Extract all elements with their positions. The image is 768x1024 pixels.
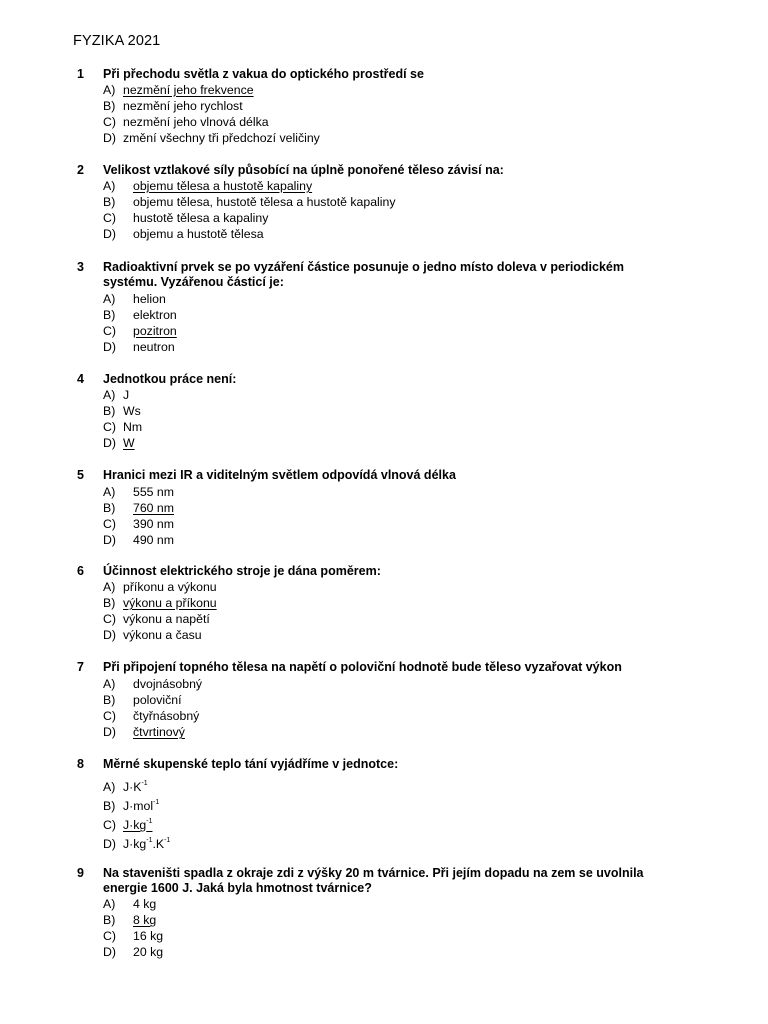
option-b: B) 760 nm (103, 501, 175, 515)
option-list (103, 484, 174, 548)
document-title: FYZIKA 2021 (73, 33, 161, 49)
option-list (103, 774, 170, 850)
option-b: B) nezmění jeho rychlost (103, 99, 243, 113)
option-d: D) $J\cdot kg^{-1}.K^{-1}$ (103, 837, 171, 851)
option-c: C) $J\cdot kg^{-1}$ (103, 818, 153, 832)
question-number: 8 (77, 757, 84, 771)
question-number: 1 (77, 67, 84, 81)
option-d: D) W (103, 436, 135, 450)
option-d: D) 490 nm (103, 533, 175, 547)
option-b: B) J·mol$^{-1}$ (103, 799, 160, 813)
option-a: A) 4 kg (103, 897, 157, 911)
question-number: 7 (77, 660, 84, 674)
option-c: C) Nm (103, 420, 143, 434)
question-text: Měrné skupenské teplo tání vyjádříme v jednotce: (103, 757, 399, 771)
question-text: Jednotkou práce není: (103, 372, 237, 386)
option-c: C) 390 nm (103, 517, 175, 531)
question-text-line-2: energie 1600 J. Jaká byla hmotnost tvárnice? (103, 881, 372, 895)
option-list (103, 387, 142, 451)
question-number: 2 (77, 163, 84, 177)
option-a: A) J (103, 388, 130, 402)
option-list (103, 579, 217, 643)
question-number: 3 (77, 260, 84, 274)
option-d: D) neutron (103, 340, 175, 354)
option-list (103, 82, 320, 146)
option-d: D) výkonu a času (103, 628, 202, 642)
question-text-line-1: Radioaktivní prvek se po vyzáření částice posunuje o jedno místo doleva v periodickém (103, 260, 625, 274)
question-text (103, 260, 673, 290)
question-number: 4 (77, 372, 84, 386)
option-a: A) dvojnásobný (103, 677, 203, 691)
option-a: A) 555 nm (103, 485, 175, 499)
question-text-line-2: systému. Vyzářenou částicí je: (103, 275, 284, 289)
question-number: 9 (77, 866, 84, 880)
question-text-line-1: Na staveništi spadla z okraje zdi z výšky 20 m tvárnice. Při jejím dopadu na zem se uvolnila (103, 866, 644, 880)
option-c: C) čtyřnásobný (103, 709, 200, 723)
option-b: B) 8 kg (103, 913, 157, 927)
option-d: D) 20 kg (103, 945, 164, 959)
question-text: Při přechodu světla z vakua do optického prostředí se (103, 67, 424, 81)
option-b: B) poloviční (103, 693, 182, 707)
question-text: Hranici mezi IR a viditelným světlem odpovídá vlnová délka (103, 468, 456, 482)
option-a: A) helion (103, 292, 166, 306)
question-number: 6 (77, 564, 84, 578)
option-c: C) hustotě tělesa a kapaliny (103, 211, 269, 225)
option-b: B) objemu tělesa, hustotě tělesa a hustotě kapaliny (103, 195, 396, 209)
option-a: A) nezmění jeho frekvence (103, 83, 254, 97)
option-c: C) 16 kg (103, 929, 164, 943)
option-b: B) elektron (103, 308, 177, 322)
question-number: 5 (77, 468, 84, 482)
question-text: Velikost vztlakové síly působící na úplně ponořené těleso závisí na: (103, 163, 504, 177)
option-b: B) výkonu a příkonu (103, 596, 217, 610)
option-a: A) objemu tělesa a hustotě kapaliny (103, 179, 313, 193)
option-b: B) Ws (103, 404, 141, 418)
question-text: Při připojení topného tělesa na napětí o poloviční hodnotě bude těleso vyzařovat výkon (103, 660, 622, 674)
option-c: C) nezmění jeho vlnová délka (103, 115, 269, 129)
option-d: D) objemu a hustotě tělesa (103, 227, 264, 241)
option-a: A) příkonu a výkonu (103, 580, 217, 594)
option-list (103, 291, 177, 355)
option-d: D) změní všechny tři předchozí veličiny (103, 131, 320, 145)
option-c: C) výkonu a napětí (103, 612, 210, 626)
option-a: A) $J\cdot K^{-1}$ (103, 780, 148, 794)
question-text: Účinnost elektrického stroje je dána poměrem: (103, 564, 381, 578)
option-list (103, 896, 163, 960)
question-text (103, 866, 673, 896)
option-list (103, 676, 202, 740)
option-d: D) čtvrtinový (103, 725, 185, 739)
option-c: C) pozitron (103, 324, 177, 338)
option-list (103, 178, 396, 242)
